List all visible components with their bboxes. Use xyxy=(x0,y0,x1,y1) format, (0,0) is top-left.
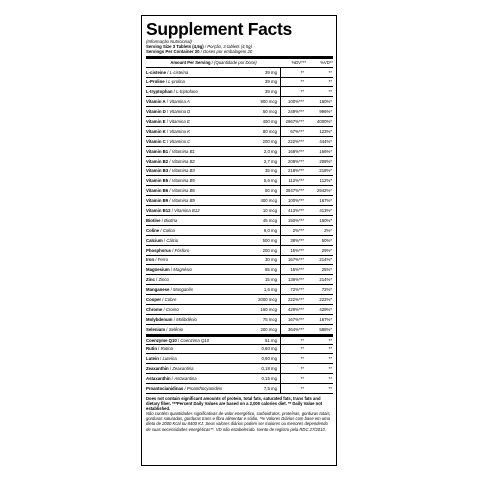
nutrient-vd: 214%* xyxy=(319,277,332,283)
nutrient-amount: 45 mcg xyxy=(241,216,281,225)
table-row xyxy=(146,354,333,364)
nutrient-name: Selenium / Selênio xyxy=(146,326,184,332)
table-row xyxy=(146,265,333,275)
table-row xyxy=(146,335,333,345)
nutrient-name: Zeaxanthin / Zeaxantina xyxy=(146,366,194,372)
serving-size: Serving Size 3 Tablets (4,5g) / Porção, 3 tablets (4,5g) xyxy=(146,44,252,50)
nutrient-vd: 167%* xyxy=(319,316,332,322)
nutrient-dv: 222%*** xyxy=(287,138,304,144)
table-row xyxy=(146,256,333,266)
table-row xyxy=(146,246,333,256)
nutrient-amount: 400 mg xyxy=(241,117,281,126)
footnote: Does not contain significant amounts of protein, total fats, saturated fats, trans fats and dietary fiber. ***Percent Daily Values are based on a 2,000 calories diet. ** Daily Value not established. Não contém quantidades significativas de valor energético, carboidratos, proteínas, gorduras totais, gorduras saturadas, gorduras trans e fibra alimentar e sódio. *% Valores Diários com base em uma dieta de 2000 Kcal ou 8400 KJ. Seus valores diários podem ser maiores ou menores dependendo de suas necessidades energéticas**. VD não estabelecido. Isento de registro pela RDC 27/2010. xyxy=(146,396,331,432)
nutrient-vd: ** xyxy=(328,346,332,352)
table-row xyxy=(146,305,333,315)
nutrient-name: Vitamin E / Vitamina E xyxy=(146,119,190,124)
nutrient-dv: ** xyxy=(300,337,304,343)
nutrient-name: Vitamin B12 / Vitamina B12 xyxy=(146,208,200,214)
nutrient-vd: 166%* xyxy=(319,148,332,154)
nutrient-amount: 10 mcg xyxy=(241,206,281,215)
nutrient-vd: 112%* xyxy=(319,178,332,184)
nutrient-name: L-Proline / L-prolina xyxy=(146,79,185,85)
nutrient-amount: 39 mg xyxy=(241,87,281,96)
table-row xyxy=(146,275,333,285)
nutrient-dv: 72%*** xyxy=(290,287,304,293)
nutrient-amount: 0,15 mg xyxy=(241,374,281,383)
nutrient-name: Astaxanthin / Astaxantina xyxy=(146,376,197,382)
nutrient-vd: ** xyxy=(328,376,332,382)
nutrient-dv: 16%*** xyxy=(290,247,304,253)
nutrient-vd: ** xyxy=(328,356,332,362)
panel-title: Supplement Facts xyxy=(146,19,292,39)
nutrient-rows xyxy=(146,68,333,394)
table-row xyxy=(146,97,333,107)
nutrient-dv: 100%*** xyxy=(287,198,304,204)
nutrient-amount: 51 mg xyxy=(241,337,281,344)
info-subtitle: (Informação Nutricional) xyxy=(146,39,192,44)
nutrient-name: Biotine / Biotina xyxy=(146,217,178,223)
nutrient-vd: ** xyxy=(328,337,332,343)
table-header xyxy=(146,59,333,68)
nutrient-dv: 112%*** xyxy=(288,178,304,184)
nutrient-name: Vitamin K / Vitamina K xyxy=(146,128,191,134)
nutrient-name: Vitamin D / Vitamina D xyxy=(146,109,191,115)
nutrient-amount: 500 mg xyxy=(241,236,281,245)
table-row xyxy=(146,236,333,246)
nutrient-dv: 167%*** xyxy=(287,257,304,263)
nutrient-amount: 0,60 mg xyxy=(241,345,281,354)
table-row xyxy=(146,345,333,355)
nutrient-amount: 30 mg xyxy=(241,256,281,265)
nutrient-dv: 249%*** xyxy=(287,109,304,115)
nutrient-dv: ** xyxy=(300,346,304,352)
nutrient-name: Vitamin B9 / Vitamina B9 xyxy=(146,198,195,204)
nutrient-dv: ** xyxy=(300,366,304,372)
table-row xyxy=(146,206,333,216)
nutrient-dv: 208%*** xyxy=(287,158,304,164)
nutrient-vd: 167%* xyxy=(319,198,332,204)
nutrient-amount: 65 mg xyxy=(241,265,281,274)
nutrient-vd: 150%* xyxy=(319,217,332,223)
nutrient-amount: 39 mg xyxy=(241,68,281,77)
nutrient-dv: 150%*** xyxy=(287,217,304,223)
nutrient-amount: 50 mcg xyxy=(241,107,281,116)
nutrient-amount: 50 mg xyxy=(241,186,281,195)
amount-header: Amount Per Serving / (Quantidade por Dose) xyxy=(170,60,257,66)
nutrient-name: Chrome / Cromo xyxy=(146,306,179,312)
nutrient-name: Vitamin B1 / Vitamina B1 xyxy=(146,148,195,154)
nutrient-vd: 208%* xyxy=(319,158,332,164)
servings-per-container: Servings Per Container 20 / Doses por embalagem 20 xyxy=(146,49,253,55)
table-row xyxy=(146,216,333,226)
table-row xyxy=(146,196,333,206)
nutrient-dv: 222%*** xyxy=(287,297,304,303)
table-row xyxy=(146,137,333,147)
nutrient-vd: 588%* xyxy=(319,326,332,332)
table-row xyxy=(146,78,333,88)
nutrient-name: Molybdenum / Molibdênio xyxy=(146,316,197,322)
table-row xyxy=(146,186,333,196)
nutrient-name: Cooper / Cobre xyxy=(146,297,177,303)
nutrient-amount: 2000 mcg xyxy=(241,295,281,304)
nutrient-dv: 38%*** xyxy=(290,237,304,243)
nutrient-vd: 214%* xyxy=(319,257,332,263)
nutrient-name: Rutin / Rutina xyxy=(146,346,173,352)
nutrient-amount: 2,7 mg xyxy=(241,157,281,166)
nutrient-vd: 150%* xyxy=(319,99,332,105)
nutrient-dv: 168%*** xyxy=(287,148,304,154)
table-row xyxy=(146,157,333,167)
nutrient-dv: 218%*** xyxy=(287,168,304,174)
table-row xyxy=(146,87,333,97)
nutrient-name: Calcium / Cálcio xyxy=(146,237,179,243)
table-row xyxy=(146,285,333,295)
nutrient-vd: ** xyxy=(328,89,332,95)
nutrient-amount: 9,0 mg xyxy=(241,226,281,235)
table-row xyxy=(146,176,333,186)
nutrient-name: Vitamin C / Vitamina C xyxy=(146,138,191,144)
nutrient-amount: 35 mg xyxy=(241,167,281,176)
nutrient-vd: 444%* xyxy=(319,138,332,144)
nutrient-dv: 3847%*** xyxy=(285,188,304,194)
nutrient-vd: 29%* xyxy=(321,247,332,253)
nutrient-vd: 25%* xyxy=(321,267,332,273)
nutrient-name: Vitamin A / Vitamina A xyxy=(146,99,190,105)
nutrient-name: Coenzyme Q10 / Coenzima Q10 xyxy=(146,337,210,343)
nutrient-dv: ** xyxy=(300,386,304,392)
nutrient-dv: 2667%*** xyxy=(285,119,304,124)
nutrient-vd: 429%* xyxy=(319,306,332,312)
nutrient-amount: 200 mcg xyxy=(241,325,281,334)
nutrient-amount: 75 mcg xyxy=(241,315,281,324)
table-row xyxy=(146,384,333,394)
table-row xyxy=(146,127,333,137)
nutrient-amount: 0,90 mg xyxy=(241,354,281,363)
vd-header: %VD** xyxy=(320,60,333,66)
table-row xyxy=(146,68,333,78)
table-row xyxy=(146,117,333,127)
nutrient-name: Manganese / Manganês xyxy=(146,287,194,293)
nutrient-amount: 7,5 mg xyxy=(241,384,281,393)
table-row xyxy=(146,167,333,177)
nutrient-name: Vitamin B3 / Vitamina B3 xyxy=(146,168,195,174)
nutrient-dv: ** xyxy=(300,376,304,382)
nutrient-amount: 200 mg xyxy=(241,137,281,146)
nutrient-name: L-tryptophan / L-triptofano xyxy=(146,89,198,95)
nutrient-vd: ** xyxy=(328,69,332,75)
nutrient-dv: ** xyxy=(300,69,304,75)
nutrient-amount: 80 mcg xyxy=(241,127,281,136)
nutrient-vd: 50%* xyxy=(321,237,332,243)
nutrient-vd: 2%* xyxy=(324,227,332,233)
table-row xyxy=(146,325,333,335)
nutrient-dv: 100%*** xyxy=(287,99,304,105)
nutrient-dv: 67%*** xyxy=(290,128,304,134)
nutrient-dv: 15%*** xyxy=(290,267,304,273)
table-row xyxy=(146,374,333,384)
nutrient-vd: 222%* xyxy=(319,297,332,303)
nutrient-name: Proantocianidinas / Proanthocyanidins xyxy=(146,386,223,392)
nutrient-amount: 400 mcg xyxy=(241,196,281,205)
dv-header: %DV*** xyxy=(291,60,306,66)
nutrient-name: Iron / Ferro xyxy=(146,257,168,263)
nutrient-amount: 2,0 mg xyxy=(241,147,281,156)
nutrient-vd: ** xyxy=(328,79,332,85)
nutrient-dv: ** xyxy=(300,79,304,85)
nutrient-vd: 996%* xyxy=(319,109,332,115)
nutrient-name: Zinc / Zinco xyxy=(146,277,169,283)
table-row xyxy=(146,315,333,325)
nutrient-dv: 167%*** xyxy=(287,316,304,322)
nutrient-name: Coline / Colina xyxy=(146,227,175,233)
nutrient-vd: 2942%* xyxy=(316,188,332,194)
nutrient-amount: 15 mg xyxy=(241,275,281,284)
nutrient-vd: 413%* xyxy=(319,208,332,214)
nutrient-amount: 900 mcg xyxy=(241,97,281,106)
nutrient-name: Vitamin B6 / Vitamina B6 xyxy=(146,188,195,194)
nutrient-dv: ** xyxy=(300,89,304,95)
nutrient-vd: 123%* xyxy=(319,128,332,134)
nutrient-name: Lutein / Luteína xyxy=(146,356,177,362)
nutrient-name: Phosphorus / Fósforo xyxy=(146,247,190,253)
nutrient-dv: ** xyxy=(300,356,304,362)
nutrient-vd: 72%* xyxy=(321,287,332,293)
nutrient-name: Vitamin B2 / Vitamina B2 xyxy=(146,158,195,164)
nutrient-vd: ** xyxy=(328,386,332,392)
nutrient-name: Magnesium / Magnésio xyxy=(146,267,192,273)
supplement-facts-panel xyxy=(141,15,337,466)
table-row xyxy=(146,295,333,305)
nutrient-name: Vitamin B5 / Vitamina B5 xyxy=(146,178,195,184)
nutrient-vd: 218%* xyxy=(319,168,332,174)
nutrient-amount: 39 mg xyxy=(241,78,281,87)
nutrient-amount: 200 mg xyxy=(241,246,281,255)
nutrient-dv: 413%*** xyxy=(287,208,304,214)
nutrient-dv: 136%*** xyxy=(287,277,304,283)
nutrient-amount: 0,18 mg xyxy=(241,364,281,373)
nutrient-amount: 1,6 mg xyxy=(241,285,281,294)
nutrient-vd: 4000%* xyxy=(316,119,332,124)
nutrient-vd: ** xyxy=(328,366,332,372)
table-row xyxy=(146,364,333,374)
nutrient-dv: 429%*** xyxy=(287,306,304,312)
nutrient-amount: 150 mcg xyxy=(241,305,281,314)
nutrient-amount: 5,6 mg xyxy=(241,176,281,185)
nutrient-dv: 364%*** xyxy=(287,326,304,332)
nutrient-dv: 2%*** xyxy=(292,227,304,233)
table-row xyxy=(146,147,333,157)
table-row xyxy=(146,107,333,117)
table-row xyxy=(146,226,333,236)
nutrient-name: L-cisteine / L-cisteína xyxy=(146,69,189,75)
